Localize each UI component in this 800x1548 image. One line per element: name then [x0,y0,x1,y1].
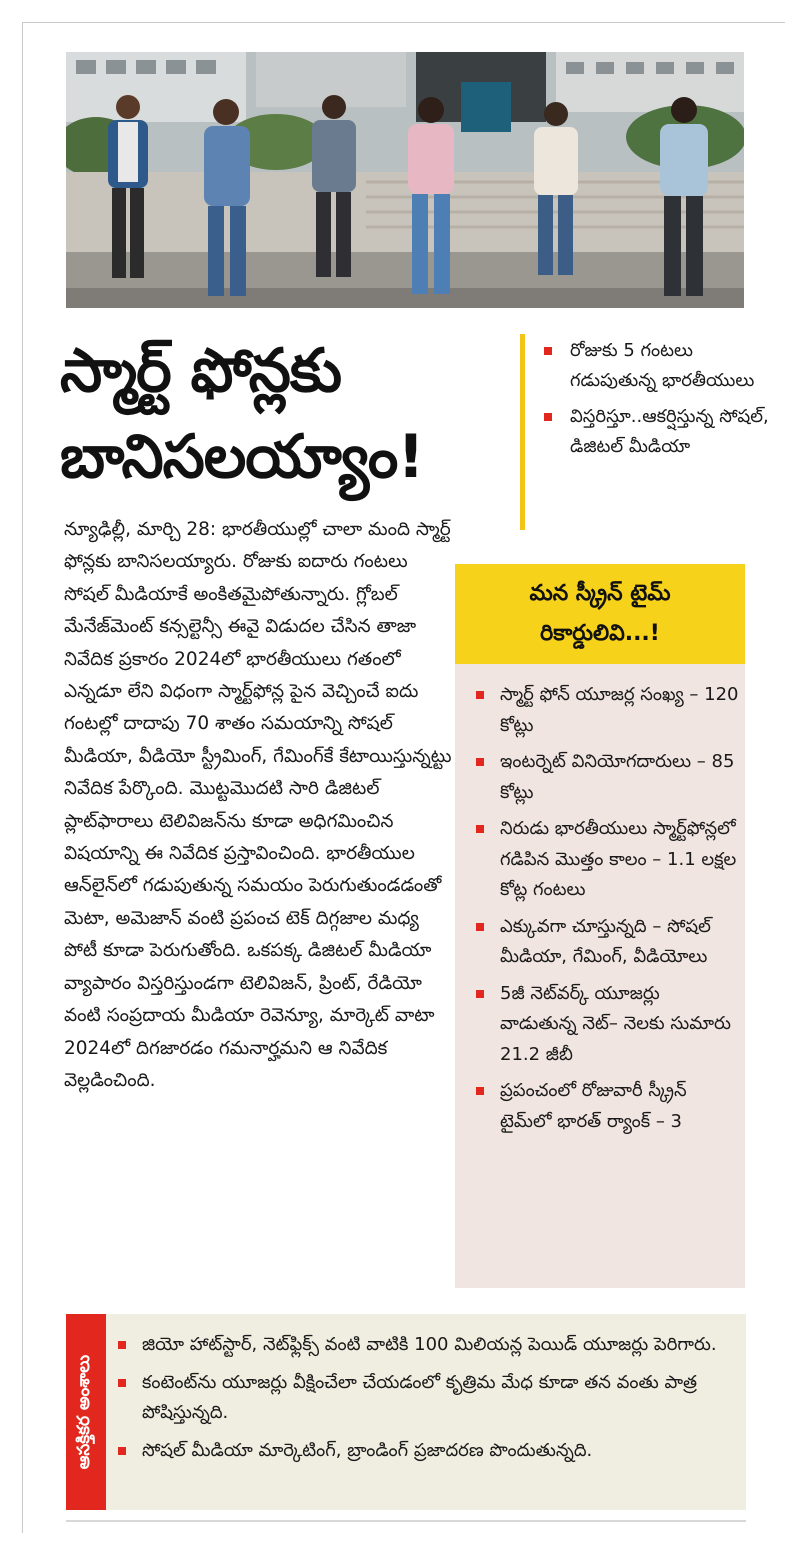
screen-time-list [470,680,740,1143]
screen-time-item: ప్రపంచంలో రోజువారీ స్క్రీన్ టైమ్‌లో భారత్ ర్యాంక్ – 3 [470,1076,740,1137]
highlights-list [540,336,770,468]
interesting-facts-label-text: ఆసక్తికర అంశాలు [74,1354,94,1470]
screen-time-item: 5జీ నెట్‌వర్క్ యూజర్లు వాడుతున్న నెట్– నెలకు సుమారు 21.2 జీబీ [470,979,740,1071]
bottom-divider [66,1520,746,1522]
headline [60,328,530,500]
fact-item: జియో హాట్‌స్టార్, నెట్‌ఫ్లిక్స్ వంటి వాటికి 100 మిలియన్ల పెయిడ్ యూజర్లు పెరిగారు. [112,1330,742,1360]
screen-time-heading-line-2: రికార్డులివి...! [540,621,660,646]
article-paragraph: న్యూఢిల్లీ, మార్చి 28: భారతీయుల్లో చాలా మంది స్మార్ట్ ఫోన్లకు బానిసలయ్యారు. రోజుకు ఐదారు గంటలు సోషల్ మీడియాకే అంకితమైపోతున్నారు. గ్లోబల్ మేనేజ్‌మెంట్ కన్సల్టెన్సీ ఈవై విడుదల చేసిన తాజా నివేదిక ప్రకారం 2024లో భారతీయులు గతంలో ఎన్నడూ లేని విధంగా స్మార్ట్‌ఫోన్ల పైన వెచ్చించే ఐదు గంటల్లో దాదాపు 70 శాతం సమయాన్ని సోషల్ మీడియా, వీడియో స్ట్రీమింగ్, గేమింగ్‌కే కేటాయిస్తున్నట్టు నివేదిక పేర్కొంది. మొట్టమొదటి సారి డిజిటల్ ప్లాట్‌ఫారాలు టెలివిజన్‌ను కూడా అధిగమించిన విషయాన్ని ఈ నివేదిక ప్రస్తావించింది. భారతీయుల ఆన్‌లైన్‌లో గడుపుతున్న సమయం పెరుగుతుండడంతో మెటా, అమెజాన్ వంటి ప్రపంచ టెక్ దిగ్గజాల మధ్య పోటీ కూడా పెరుగుతోంది. ఒకపక్క డిజిటల్ మీడియా వ్యాపారం విస్తరిస్తుండగా టెలివిజన్, ప్రింట్, రేడియో వంటి సంప్రదాయ మీడియా రెవెన్యూ, మార్కెట్ వాటా 2024లో దిగజారడం గమనార్హమని ఆ నివేదిక వెల్లడించింది. [64,519,452,1091]
interesting-facts-list [112,1330,742,1474]
screen-time-heading [455,564,745,664]
headline-line-2: బానిసలయ్యాం! [60,422,424,492]
screen-time-item: ఇంటర్నెట్ వినియోగదారులు – 85 కోట్లు [470,747,740,808]
interesting-facts-label [66,1314,106,1510]
fact-item: కంటెంట్‌ను యూజర్లు వీక్షించేలా చేయడంలో కృత్రిమ మేధ కూడా తన వంతు పాత్ర పోషిస్తున్నది. [112,1368,742,1428]
screen-time-item: ఎక్కువగా చూస్తున్నది – సోషల్ మీడియా, గేమింగ్, వీడియోలు [470,912,740,973]
screen-time-item: నిరుడు భారతీయులు స్మార్ట్‌ఫోన్లలో గడిపిన మొత్తం కాలం – 1.1 లక్షల కోట్ల గంటలు [470,814,740,906]
screen-time-heading-line-1: మన స్క్రీన్ టైమ్ [529,581,671,606]
news-photo [66,52,744,308]
highlight-divider [520,334,525,530]
highlight-item: రోజుకు 5 గంటలు గడుపుతున్న భారతీయులు [540,336,770,396]
highlight-item: విస్తరిస్తూ..ఆకర్షిస్తున్న సోషల్, డిజిటల్ మీడియా [540,402,770,462]
headline-line-1: స్మార్ట్ ఫోన్లకు [60,336,341,406]
fact-item: సోషల్ మీడియా మార్కెటింగ్, బ్రాండింగ్ ప్రజాదరణ పొందుతున్నది. [112,1436,742,1466]
screen-time-item: స్మార్ట్ ఫోన్ యూజర్ల సంఖ్య – 120 కోట్లు [470,680,740,741]
article-body [64,514,452,1097]
